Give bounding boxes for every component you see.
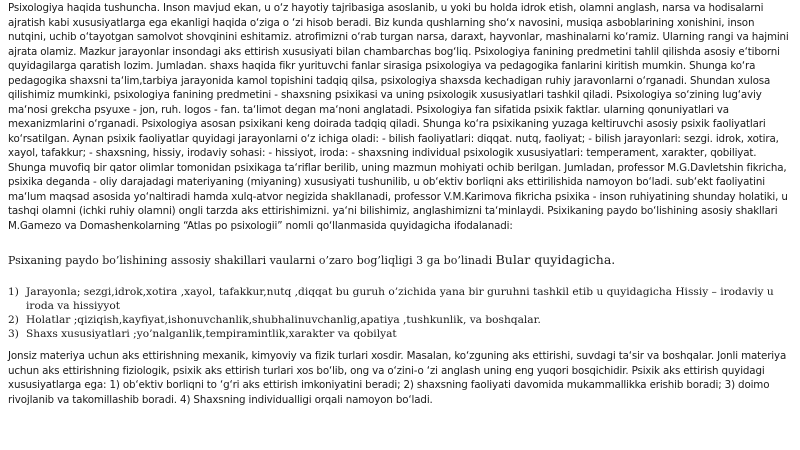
list-item-text: Jarayonla; sezgi,idrok,xotira ,xayol, tafakkur,nutq ,diqqat bu guruh o’zichida yana bir guruhni tashkil etib u quyidagicha Hissiy – irodaviy u iroda va hissiyyot: [26, 286, 774, 312]
list-item-text: Shaxs xususiyatlari ;yo’nalganlik,tempiramintlik,xarakter va qobilyat: [26, 328, 397, 340]
list-item: [8, 327, 792, 341]
forms-list: [8, 285, 792, 341]
list-item-text: Holatlar ;qiziqish,kayfiyat,ishonuvchanlik,shubhalinuvchanlig,apatiya ,tushkunlik, va boshqalar.: [26, 314, 541, 326]
list-item: [8, 285, 792, 313]
intro-paragraph: Psixologiya haqida tushuncha. Inson mavjud ekan, u o‘z hayotiy tajribasiga asoslanib, u yoki bu holda idrok etish, olamni anglash, narsa va hodisalarni ajratish kabi xususiyatlarga ega ekanligi haqida o‘ziga o ‘zi hisob beradi. Biz kunda qushlarning sho‘x navosini, musiqa asboblarining xonishini, inson nutqini, uchib o‘tayotgan samolvot shovqinini eshitamiz. atrofimizni o‘rab turgan narsa, daraxt, hayvonlar, mashinalarni ko‘ramiz. Ularning rangi va hajmini ajrata olamiz. Mazkur jarayonlar insondagi aks ettirish xususiyati bilan chambarchas bog‘liq. Psixologiya fanining predmetini tahlil qilishda asosiy e‘tiborni quyidagilarga qaratish lozim. Jumladan. shaxs haqida fikr yurituvchi fanlar sirasiga psixologiya va pedagogika fanlarini kiritish mumkin. Shunga ko‘ra pedagogika shaxsni ta‘lim,tarbiya jarayonida kamol topishini tadqiq qilsa, psixologiya shaxsda kechadigan ruhiy jaravonlarni o‘rganadi. Shundan xulosa qilishimiz mumkinki, psixologiya fanining predmetini - shaxsning psixikasi va uning psixologik xususiyatlari tashkil qiladi. Psixologiya so‘zining lug‘aviy ma‘nosi grekcha psyuxe - jon, ruh. logos - fan. ta‘limot degan ma‘noni anglatadi. Psixologiya fan sifatida psixik faktlar. ularning qonuniyatlari va mexanizmlarini o‘rganadi. Psixologiya asosan psixikani keng doirada tadqiq qiladi. Shunga ko‘ra psixikaning yuzaga keltiruvchi asosiy psixik faoliyatlari ko‘rsatilgan. Aynan psixik faoliyatlar quyidagi jarayonlarni o‘z ichiga oladi: - bilish faoliyatlari: diqqat. nutq, faoliyat; - bilish jarayonlari: sezgi. idrok, xotira, xayol, tafakkur; - shaxsning, hissiy, irodaviy sohasi: - hissiyot, iroda: - shaxsning individual psixologik xususiyatlari: temperament, xarakter, qobiliyat. Shunga muvofiq bir qator olimlar tomonidan psixikaga ta‘riflar berilib, uning mazmun mohiyati ochib berilgan. Jumladan, professor M.G.Davletshin fikricha, psixika deganda - oliy darajadagi materiyaning (miyaning) xususiyati tushunilib, u ob‘ektiv borliqni aks ettirilishida namoyon bo‘ladi. sub‘ekt faoliyatini ma‘lum maqsad asosida yo‘naltiradi hamda xulq-atvor negizida shakllanadi, professor V.M.Karimova fikricha psixika - inson ruhiyatining shunday holatiki, u tashqi olamni (ichki ruhiy olamni) ongli tarzda aks ettirishimizni. ya‘ni bilishimiz, anglashimizni ta‘minlaydi. Psixikaning paydo bo‘lishining asosiy shakllari M.Gamezo va Domashenkolarning “Atlas po psixologii” nomli qo‘llanmasida quyidagicha ifodalanadi:: [8, 2, 789, 232]
reflection-paragraph: Jonsiz materiya uchun aks ettirishning mexanik, kimyoviy va fizik turlari xosdir. Masalan, ko‘zguning aks ettirishi, suvdagi ta‘sir va boshqalar. Jonli materiya uchun aks ettirishning fiziologik, psixik aks ettirish turlari xos bo‘lib, ong va o‘zini-o ‘zi anglash uning eng yuqori bosqichidir. Psixik aks ettirish quyidagi xususiyatlarga ega: 1) ob‘ektiv borliqni to ‘g‘ri aks ettirish imkoniyatini beradi; 2) shaxsning faoliyati davomida mukammallikka erishib boradi; 3) doimo rivojlanib va takomillashib boradi. 4) Shaxsning individualligi orqali namoyon bo‘ladi.: [8, 350, 787, 406]
forms-heading-paragraph: [8, 252, 792, 268]
list-item-number: 2): [8, 314, 19, 326]
list-item-number: 3): [8, 328, 19, 340]
forms-heading-emphasis: Bular quyidagicha.: [495, 252, 616, 267]
list-item-number: 1): [8, 286, 19, 298]
list-item: [8, 313, 792, 327]
forms-heading-text: Psixaning paydo bo’lishining assosiy shakillari vaularni o’zaro bog’liqligi 3 ga bo’linadi: [8, 254, 496, 267]
